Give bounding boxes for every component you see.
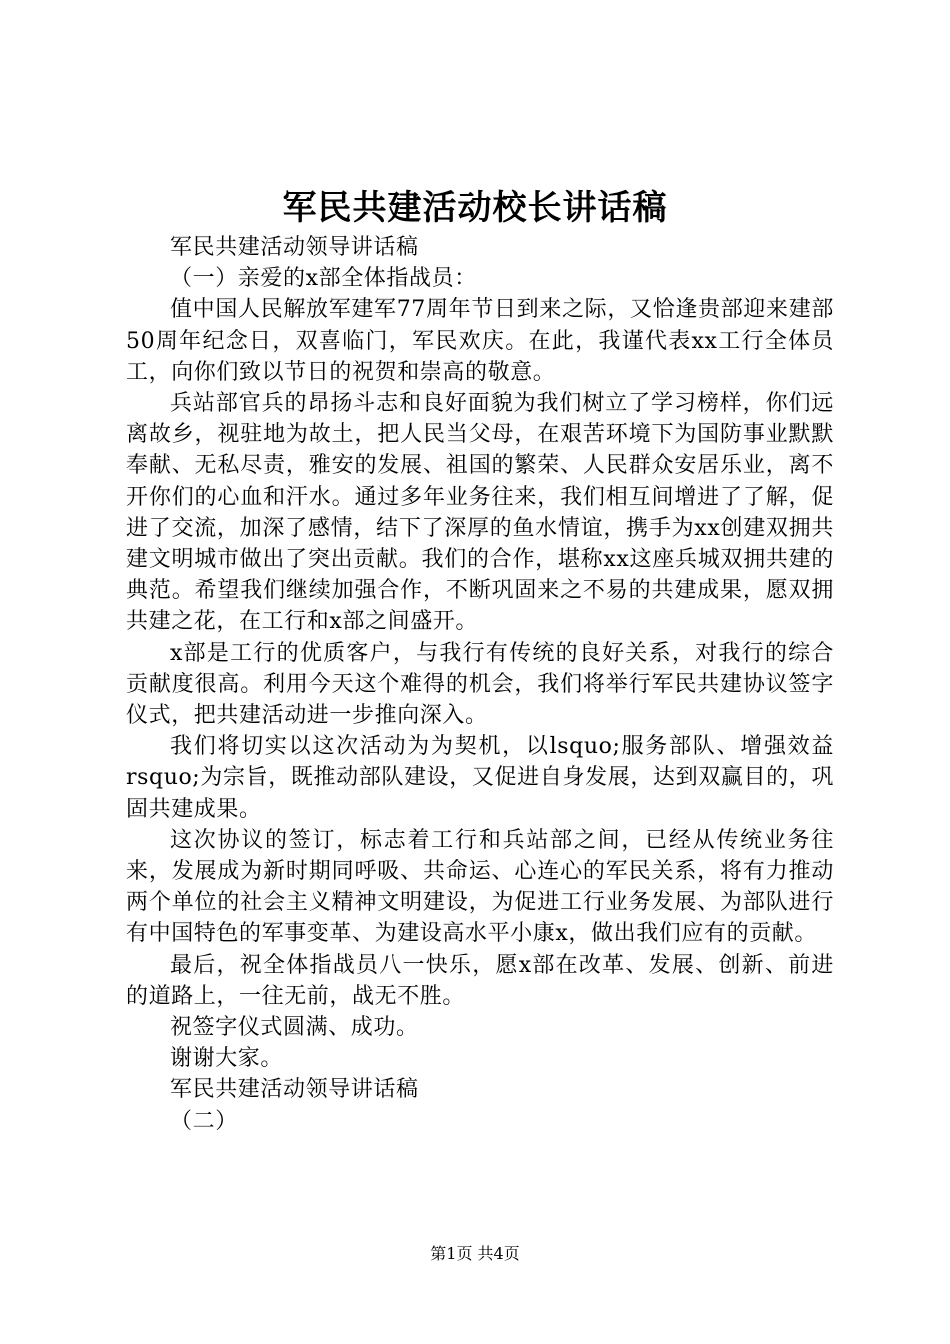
paragraph-subtitle-2: 军民共建活动领导讲话稿 <box>170 1077 419 1103</box>
paragraph-thanks: 谢谢大家。 <box>170 1046 284 1072</box>
paragraph-section-two: （二） <box>170 1108 238 1134</box>
paragraph-commitment: 我们将切实以这次活动为为契机，以lsquo;服务部队、增强效益rsquo;为宗旨，既推动部队建设，又促进自身发展，达到双赢目的，巩固共建成果。 <box>126 734 834 822</box>
paragraph-client: x部是工行的优质客户，与我行有传统的良好关系，对我行的综合贡献度很高。利用今天这个难得的机会，我们将举行军民共建协议签字仪式，把共建活动进一步推向深入。 <box>126 640 834 729</box>
paragraph-greeting: 值中国人民解放军建军77周年节日到来之际，又恰逢贵部迎来建部50周年纪念日，双喜临门，军民欢庆。在此，我谨代表xx工行全体员工，向你们致以节日的祝贺和崇高的敬意。 <box>126 297 834 385</box>
paragraph-closing-wish: 最后，祝全体指战员八一快乐，愿x部在改革、发展、创新、前进的道路上，一往无前，战无不胜。 <box>126 952 834 1009</box>
document-title: 军民共建活动校长讲话稿 <box>282 188 668 228</box>
paragraph-praise: 兵站部官兵的昂扬斗志和良好面貌为我们树立了学习榜样，你们远离故乡，视驻地为故土，把人民当父母，在艰苦环境下为国防事业默默奉献、无私尽责，雅安的发展、祖国的繁荣、人民群众安居乐业，离不开你们的心血和汗水。通过多年业务往来，我们相互间增进了了解，促进了交流，加深了感情，结下了深厚的鱼水情谊，携手为xx创建双拥共建文明城市做出了突出贡献。我们的合作，堪称xx这座兵城双拥共建的典范。希望我们继续加强合作，不断巩固来之不易的共建成果，愿双拥共建之花，在工行和x部之间盛开。 <box>126 391 834 635</box>
paragraph-salutation: （一）亲爱的x部全体指战员： <box>170 266 477 292</box>
document-body <box>126 232 834 1137</box>
paragraph-agreement: 这次协议的签订，标志着工行和兵站部之间，已经从传统业务往来，发展成为新时期同呼吸、共命运、心连心的军民关系，将有力推动两个单位的社会主义精神文明建设，为促进工行业务发展、为部队进行有中国特色的军事变革、为建设高水平小康x，做出我们应有的贡献。 <box>126 827 834 947</box>
paragraph-ceremony-wish: 祝签字仪式圆满、成功。 <box>170 1015 419 1041</box>
paragraph-subtitle-1: 军民共建活动领导讲话稿 <box>170 235 419 260</box>
page-footer: 第1页 共4页 <box>430 1244 520 1263</box>
